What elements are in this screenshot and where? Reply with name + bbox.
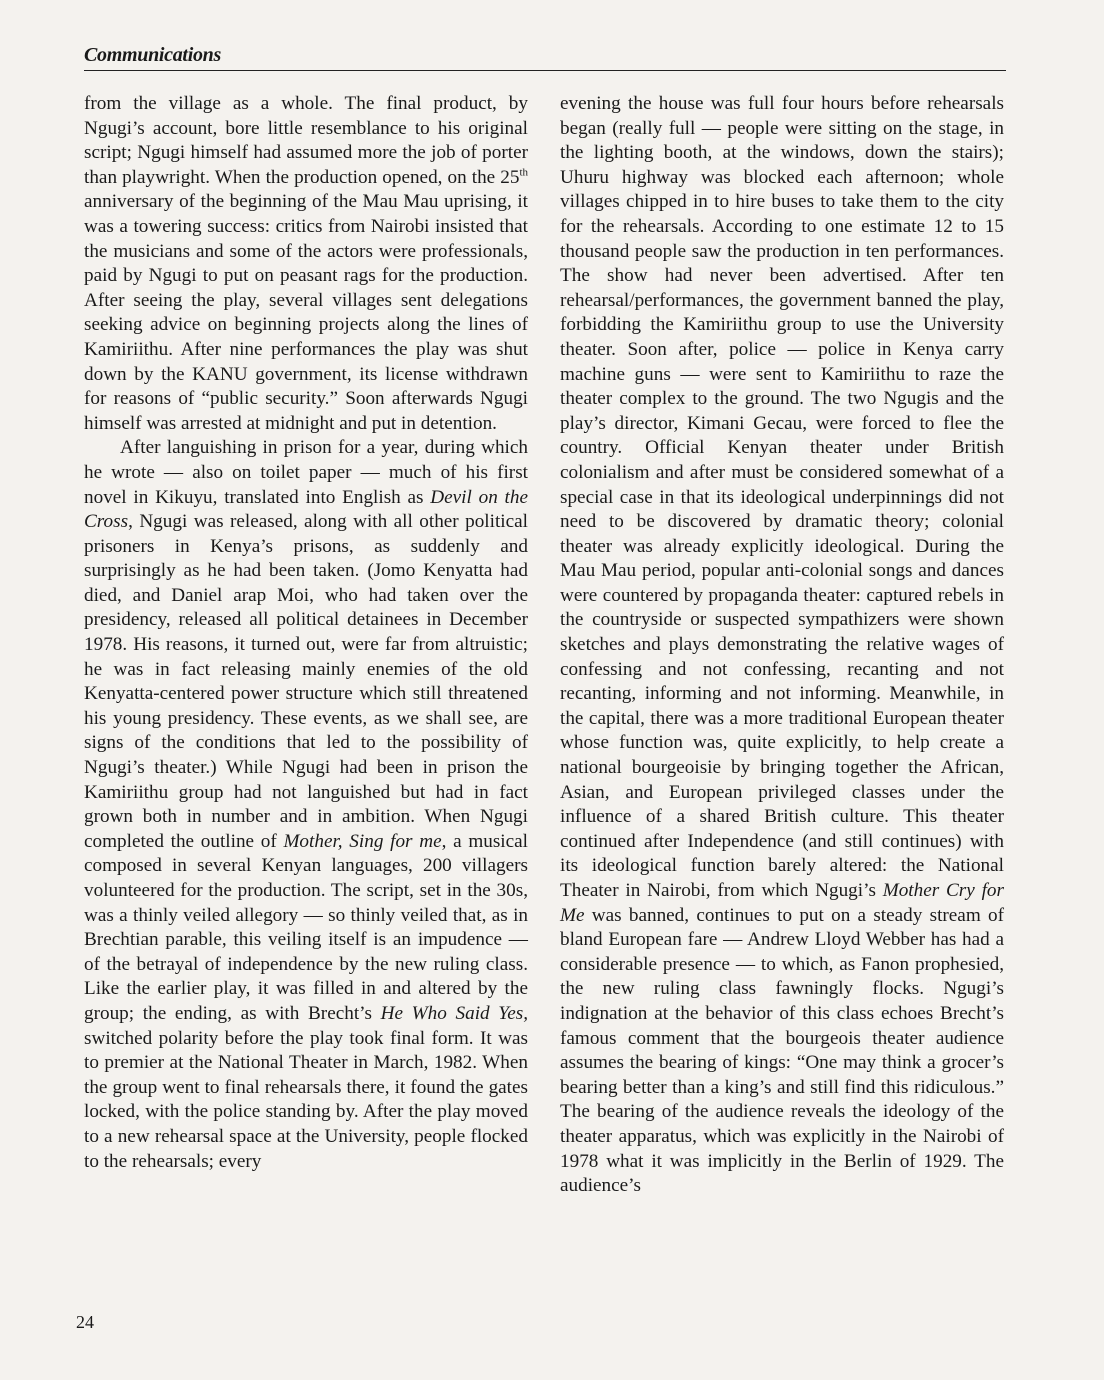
running-header: Communications <box>84 44 221 66</box>
paragraph: from the village as a whole. The final product, by Ngugi’s account, bore little resemblance to his original script; Ngugi himself had assumed more the job of porter than playwright. When the production opened, on the 25th anniversary of the beginning of the Mau Mau uprising, it was a towering success: critics from Nairobi insisted that the musicians and some of the actors were professionals, paid by Ngugi to put on peasant rags for the production. After seeing the play, several villages sent delegations seeking advice on beginning projects along the lines of Kamiriithu. After nine performances the play was shut down by the KANU government, its license withdrawn for reasons of “public security.” Soon afterwards Ngugi himself was arrested at midnight and put in detention. <box>84 93 528 434</box>
page-number: 24 <box>76 1312 94 1332</box>
work-title: Devil on the Cross <box>84 486 528 533</box>
header-rule <box>84 70 1006 71</box>
work-title: Mother Cry for Me <box>560 880 1004 926</box>
left-column <box>84 92 528 1174</box>
right-column <box>560 92 1004 1199</box>
ordinal-suffix: th <box>519 166 528 179</box>
work-title: He Who Said Yes, <box>380 1002 528 1024</box>
paragraph: After languishing in prison for a year, during which he wrote — also on toilet paper — much of his first novel in Kikuyu, translated into English as Devil on the Cross, Ngugi was released, along with all other political prisoners in Kenya’s prisons, as suddenly and surprisingly as he had been taken. (Jomo Kenyatta had died, and Daniel arap Moi, who had taken over the presidency, released all political detainees in December 1978. His reasons, it turned out, were far from altruistic; he was in fact releasing mainly enemies of the old Kenyatta-centered power structure which still threatened his young presidency. These events, as we shall see, are signs of the conditions that led to the possibility of Ngugi’s theater.) While Ngugi had been in prison the Kamiriithu group had not languished but had in fact grown both in number and in ambition. When Ngugi completed the outline of Mother, Sing for me, a musical composed in several Kenyan languages, 200 villagers volunteered for the production. The script, set in the 30s, was a thinly veiled allegory — so thinly veiled that, as in Brechtian parable, this veiling itself is an impudence — of the betrayal of independence by the new ruling class. Like the earlier play, it was filled in and altered by the group; the ending, as with Brecht’s He Who Said Yes, switched polarity before the play took final form. It was to premier at the National Theater in March, 1982. When the group went to final rehearsals there, it found the gates locked, with the police standing by. After the play moved to a new rehearsal space at the University, people flocked to the rehearsals; every <box>84 437 528 1172</box>
work-title: Mother, Sing for me <box>283 830 442 852</box>
paragraph: evening the house was full four hours before rehearsals began (really full — people were sitting on the stage, in the lighting booth, at the windows, down the stairs); Uhuru highway was blocked each afternoon; whole villages chipped in to hire buses to take them to the city for the rehearsals. According to one estimate 12 to 15 thousand people saw the production in ten performances. The show had never been advertised. After ten rehearsal/performances, the government banned the play, forbidding the Kamiriithu group to use the University theater. Soon after, police — police in Kenya carry machine guns — were sent to Kamiriithu to raze the theater complex to the ground. The two Ngugis and the play’s director, Kimani Gecau, were forced to flee the country. Official Kenyan theater under British colonialism and after must be considered somewhat of a special case in that its ideological underpinnings did not need to be discovered by dramatic theory; colonial theater was already explicitly ideological. During the Mau Mau period, popular anti-colonial songs and dances were countered by propaganda theater: captured rebels in the countryside or suspected sympathizers were shown sketches and plays demonstrating the relative wages of confessing and not confessing, recanting and not recanting, informing and not informing. Meanwhile, in the capital, there was a more traditional European theater whose function was, quite explicitly, to help create a national bourgeoisie by bringing together the African, Asian, and European privileged classes under the influence of a shared British culture. This theater continued after Independence (and still continues) with its ideological function barely altered: the National Theater in Nairobi, from which Ngugi’s Mother Cry for Me was banned, continues to put on a steady stream of bland European fare — Andrew Lloyd Webber has had a considerable presence — to which, as Fanon prophesied, the new ruling class fawningly flocks. Ngugi’s indignation at the behavior of this class echoes Brecht’s famous comment that the bourgeois theater audience assumes the bearing of kings: “One may think a grocer’s bearing better than a king’s and still find this ridiculous.” The bearing of the audience reveals the ideology of the theater apparatus, which was explicitly in the Nairobi of 1978 what it was implicitly in the Berlin of 1929. The audience’s <box>560 93 1004 1197</box>
